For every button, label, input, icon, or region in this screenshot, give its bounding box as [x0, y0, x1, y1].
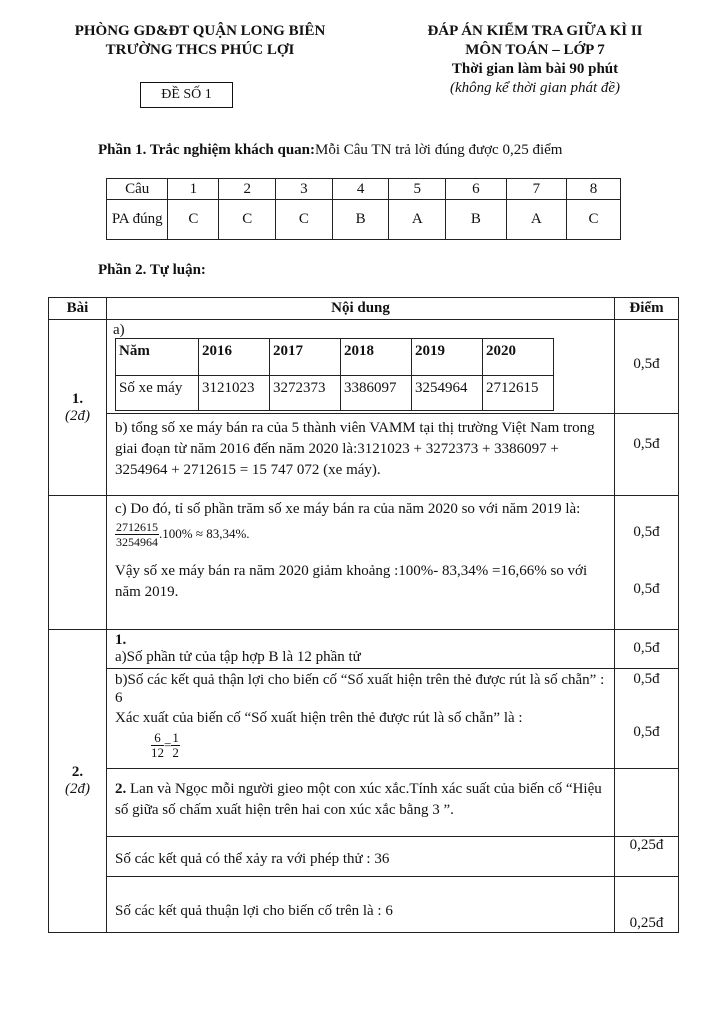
col-content-header: Nội dung	[107, 298, 615, 320]
fraction-6-12	[151, 731, 164, 760]
bai2-2b-text: Số các kết quả thuận lợi cho biến cố trên là : 6	[115, 903, 393, 919]
year-cell: 2017	[270, 339, 341, 376]
bai2-2-statement	[107, 769, 614, 823]
sales-row-label: Số xe máy	[116, 376, 199, 411]
bai1-number: 1.	[71, 390, 84, 407]
bai1-c-ratio	[107, 496, 614, 551]
bai1-c-text2: Vậy số xe máy bán ra năm 2020 giảm khoảng :100%- 83,34% =16,66% so với năm 2019.	[115, 563, 588, 600]
bai1-a-content	[107, 320, 615, 414]
bai1-a-score: 0,5đ	[615, 320, 679, 414]
col-bai-header: Bài	[49, 298, 107, 320]
sales-value: 2712615	[483, 376, 554, 411]
bai1-c-content	[107, 496, 615, 630]
year-row	[116, 339, 554, 376]
fraction-denominator: 2	[172, 745, 179, 760]
bai2-1a-block	[107, 630, 614, 668]
answer-key-table	[106, 178, 621, 240]
bai2-row-2	[49, 769, 679, 837]
bai2-1a-content	[107, 630, 615, 669]
bai2-1c-score: 0,5đ	[633, 724, 660, 740]
exam-code-box: ĐỀ SỐ 1	[140, 82, 233, 108]
bai2-1b-scores	[615, 669, 679, 769]
question-number: 2	[219, 179, 276, 200]
bai2-row-1b	[49, 669, 679, 769]
bai1-c-spacer	[49, 496, 107, 630]
bai2-row-2a	[49, 837, 679, 877]
essay-answer-table	[48, 297, 679, 933]
bai2-section1-heading: 1.	[115, 632, 127, 648]
bai1-b-score: 0,5đ	[615, 414, 679, 496]
bai2-section2-number: 2.	[115, 781, 127, 797]
question-number: 1	[168, 179, 219, 200]
fraction-numerator: 6	[151, 731, 164, 746]
question-row-label: Câu	[107, 179, 168, 200]
school-header	[40, 22, 360, 60]
year-cell: 2018	[341, 339, 412, 376]
sales-value: 3121023	[199, 376, 270, 411]
col-score-header: Điểm	[615, 298, 679, 320]
bai1-c-scores	[615, 496, 679, 630]
bai1-a-label: a)	[113, 322, 125, 338]
table-header-row	[49, 298, 679, 320]
year-cell: 2020	[483, 339, 554, 376]
bai1-b-content	[107, 414, 615, 496]
part1-title: Phần 1. Trắc nghiệm khách quan:	[98, 142, 315, 158]
probability-expression	[107, 729, 614, 760]
bai1-row-b	[49, 414, 679, 496]
bai2-2-score-empty	[615, 769, 679, 837]
bai1-row-a	[49, 320, 679, 414]
bai2-2b-score: 0,25đ	[615, 877, 679, 933]
year-header: Năm	[116, 339, 199, 376]
answer-letter: B	[332, 200, 389, 240]
fraction-1-2	[171, 731, 180, 760]
bai1-c2-score: 0,5đ	[633, 581, 660, 597]
bai2-2b-content	[107, 877, 615, 933]
bai2-1a-text: a)Số phần tử của tập hợp B là 12 phần tử	[115, 649, 361, 665]
ratio-fraction	[115, 520, 159, 549]
sales-value: 3272373	[270, 376, 341, 411]
department-name: PHÒNG GD&ĐT QUẬN LONG BIÊN	[74, 23, 326, 39]
exam-title: ĐÁP ÁN KIỂM TRA GIỮA KÌ II	[427, 23, 643, 39]
year-cell: 2019	[412, 339, 483, 376]
question-number: 3	[276, 179, 333, 200]
part1-note: Mỗi Câu TN trả lời đúng được 0,25 điểm	[315, 142, 563, 158]
bai2-label-cell	[49, 630, 107, 933]
ratio-denominator: 3254964	[116, 535, 158, 549]
bai2-1b-text: b)Số các kết quả thận lợi cho biến cố “Số xuất hiện trên thẻ được rút là số chẵn” : 6	[115, 672, 605, 706]
fraction-denominator: 12	[151, 745, 164, 760]
bai2-1a-score: 0,5đ	[615, 630, 679, 669]
bai2-1b-score: 0,5đ	[633, 671, 660, 687]
motorbike-sales-table	[115, 338, 554, 411]
question-number: 8	[567, 179, 621, 200]
sales-row	[116, 376, 554, 411]
answer-letter: A	[389, 200, 446, 240]
bai1-c1-score: 0,5đ	[633, 524, 660, 540]
bai2-row-1a	[49, 630, 679, 669]
bai2-1b-text2: Xác xuất của biến cố “Số xuất hiện trên thẻ được rút là số chẵn” là :	[115, 710, 523, 726]
bai2-row-2b	[49, 877, 679, 933]
bai2-2-content	[107, 769, 615, 837]
part1-heading	[98, 142, 562, 159]
question-number: 7	[506, 179, 567, 200]
answer-row	[107, 200, 621, 240]
part2-title: Phần 2. Tự luận:	[98, 262, 206, 278]
bai1-row-c	[49, 496, 679, 630]
bai1-b-text: b) tổng số xe máy bán ra của 5 thành viên VAMM tại thị trường Việt Nam trong giai đoạn từ năm 2016 đến năm 2020 là:3121023 + 3272373 + 3386097 + 3254964 + 2712615 = 15 747 072 (xe máy).	[115, 420, 595, 478]
question-number: 6	[446, 179, 506, 200]
answer-row-label: PA đúng	[107, 200, 168, 240]
ratio-tail: .100% ≈ 83,34%.	[159, 525, 250, 541]
bai2-1b-content	[107, 669, 615, 769]
exam-header	[390, 22, 680, 98]
answer-letter: C	[168, 200, 219, 240]
school-name: TRƯỜNG THCS PHÚC LỢI	[105, 42, 295, 58]
question-number: 4	[332, 179, 389, 200]
answer-letter: C	[276, 200, 333, 240]
subject-title: MÔN TOÁN – LỚP 7	[465, 42, 605, 58]
ratio-numerator: 2712615	[116, 520, 158, 534]
bai1-label-cell	[49, 320, 107, 496]
sales-value: 3386097	[341, 376, 412, 411]
bai2-2a-score: 0,25đ	[615, 837, 679, 877]
answer-letter: C	[219, 200, 276, 240]
question-number: 5	[389, 179, 446, 200]
exam-duration-note: (không kể thời gian phát đề)	[449, 80, 621, 96]
bai2-number: 2.	[71, 764, 84, 780]
bai2-2a-text: Số các kết quả có thể xảy ra với phép thử : 36	[115, 851, 390, 867]
answer-letter: B	[446, 200, 506, 240]
question-row	[107, 179, 621, 200]
sales-value: 3254964	[412, 376, 483, 411]
equals-sign: =	[164, 736, 172, 752]
bai2-2a-content	[107, 837, 615, 877]
exam-duration: Thời gian làm bài 90 phút	[451, 61, 619, 77]
bai1-c-text1: c) Do đó, tỉ số phần trăm số xe máy bán ra của năm 2020 so với năm 2019 là:	[115, 501, 581, 517]
answer-letter: C	[567, 200, 621, 240]
bai1-points: (2đ)	[65, 407, 90, 424]
answer-letter: A	[506, 200, 567, 240]
fraction-numerator: 1	[172, 730, 179, 745]
bai2-section2-text: Lan và Ngọc mỗi người gieo một con xúc xắc.Tính xác suất của biến cố “Hiệu số giữa số chấm xuất hiện trên hai con xúc xắc bằng 3 ”.	[115, 781, 602, 818]
year-cell: 2016	[199, 339, 270, 376]
bai2-points: (2đ)	[65, 781, 90, 797]
